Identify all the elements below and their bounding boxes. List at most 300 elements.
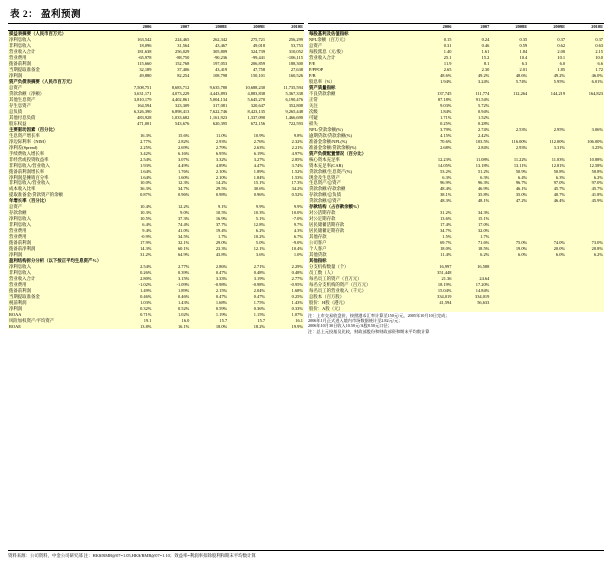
row-value: 1.7% — [190, 234, 228, 240]
header-year: 2009E — [228, 24, 266, 31]
row-value — [452, 306, 490, 312]
row-value: 1.43% — [152, 300, 190, 306]
row-value: 2.76% — [228, 138, 266, 144]
row-label: 税前利润 — [8, 300, 115, 306]
row-label: NPL余额（百万元） — [308, 37, 415, 43]
row-value: 10.88% — [566, 156, 604, 162]
row-label: 损失 — [308, 121, 415, 127]
row-value: 0.32% — [115, 306, 153, 312]
row-value: 53.2% — [415, 168, 453, 174]
row-label: 非利息收入 — [8, 43, 115, 49]
row-value: 5,367,338 — [266, 91, 304, 97]
row-label: 拨备前利润 — [8, 61, 115, 67]
row-value: 543,676 — [152, 121, 190, 127]
row-value: 152,768 — [152, 61, 190, 67]
row-value: 48.4% — [415, 186, 453, 192]
row-value: 82,254 — [152, 73, 190, 79]
row-value: 112,264 — [490, 91, 528, 97]
row-value: 2.10% — [190, 174, 228, 180]
row-label: 净边际利率（NIM） — [8, 138, 115, 144]
row-value: 13.6% — [415, 216, 453, 222]
left-column — [8, 23, 304, 334]
row-value: 12.3% — [152, 180, 190, 186]
row-value: 18.5% — [452, 246, 490, 252]
row-value: 1.85 — [528, 67, 566, 73]
row-value: 15.2 — [452, 55, 490, 61]
row-value: 6.01% — [566, 79, 604, 85]
row-value: 17.3% — [266, 180, 304, 186]
row-label: 总资产 — [8, 85, 115, 91]
row-value: 4.47% — [228, 162, 266, 168]
row-label: 成本收入比率 — [8, 186, 115, 192]
row-value: 10.4% — [115, 204, 153, 210]
row-value: 352,808 — [266, 103, 304, 109]
row-value: 43,467 — [190, 43, 228, 49]
row-value: 29.0% — [190, 240, 228, 246]
row-label: 生息资产/总资产 — [308, 180, 415, 186]
row-value: 41,594 — [415, 300, 453, 306]
row-value: 19.0% — [490, 246, 528, 252]
header-year: 2009E — [528, 24, 566, 31]
row-label: 正常 — [308, 97, 415, 103]
row-value: 46.1% — [490, 186, 528, 192]
row-value: 11.4% — [415, 252, 453, 258]
row-value: 5.95% — [528, 79, 566, 85]
table-row — [8, 323, 304, 329]
row-value: 15.7 — [190, 317, 228, 323]
row-value: 4.49% — [152, 162, 190, 168]
row-value: 41.0% — [152, 228, 190, 234]
row-label: 次级 — [308, 109, 415, 115]
row-value: 0.94% — [452, 109, 490, 115]
row-value: 1.61 — [452, 49, 490, 55]
row-value: 2.93% — [490, 144, 528, 150]
row-value: 10.0% — [266, 210, 304, 216]
section-title: 主要驱动因素（百分比） — [8, 126, 304, 132]
row-value: 4,883,838 — [228, 91, 266, 97]
row-value: 16.1 — [266, 317, 304, 323]
row-label: 每股派息（元/股） — [308, 49, 415, 55]
row-value: 0.37 — [528, 37, 566, 43]
row-value: 24.64 — [452, 276, 490, 282]
row-value: 4.89% — [190, 162, 228, 168]
row-value: 1.64% — [115, 174, 153, 180]
row-value: 25.1 — [415, 55, 453, 61]
row-value: 45.7% — [528, 186, 566, 192]
row-value: 17.0% — [452, 222, 490, 228]
row-value: 3.06% — [566, 126, 604, 132]
row-value: -0.98% — [190, 282, 228, 288]
row-value: 620,395 — [190, 121, 228, 127]
row-label: NPL/贷款余额(%) — [308, 126, 415, 132]
row-value: 5.1% — [228, 216, 266, 222]
row-value: 36.3% — [115, 186, 153, 192]
row-value: 137,745 — [415, 91, 453, 97]
row-value: 3.6% — [228, 252, 266, 258]
row-value: 1.02% — [152, 312, 190, 318]
row-value: 18.19% — [415, 282, 453, 288]
row-value: 10.9% — [228, 132, 266, 138]
row-value: 3,810,179 — [115, 97, 153, 103]
section-title: 资产质量指标 — [308, 85, 604, 91]
row-value: 64.9% — [152, 252, 190, 258]
row-label: 其他存款 — [308, 234, 415, 240]
row-value: 5.72% — [452, 103, 490, 109]
row-label: 现金及生息资产 — [308, 174, 415, 180]
row-value: 0.98% — [190, 192, 228, 198]
row-label: P/B — [308, 73, 415, 79]
row-label: 股东权益 — [8, 121, 115, 127]
row-label: 营业收入合计 — [308, 55, 415, 61]
table-header-row — [8, 24, 304, 31]
row-value: 19.4% — [190, 228, 228, 234]
row-label: 准备金余额/贷款余额(%) — [308, 144, 415, 150]
row-label: 存款余额 — [8, 210, 115, 216]
row-value: 11.03% — [528, 156, 566, 162]
row-value: 29.5% — [190, 186, 228, 192]
header-year: 2006 — [415, 24, 453, 31]
row-value: 0.96% — [152, 192, 190, 198]
row-value: 1.52% — [452, 115, 490, 121]
row-label: 拨备前利润 — [8, 288, 115, 294]
row-label: 手续费收入增长率 — [8, 150, 115, 156]
row-value: -99,441 — [228, 55, 266, 61]
row-value: 51.2% — [452, 168, 490, 174]
header-year: 2010E — [266, 24, 304, 31]
row-label: P/E — [308, 61, 415, 67]
note-line: 2006年10月30日收入10.50元/A股8.50元口径； — [308, 323, 392, 329]
row-label: P/PPOP — [308, 67, 415, 73]
row-value: 2.84% — [452, 144, 490, 150]
row-label: 总资产 — [308, 43, 415, 49]
row-value: 4.15% — [415, 132, 453, 138]
row-value: 50.8% — [566, 168, 604, 174]
row-value: 3.79% — [415, 126, 453, 132]
row-value: 0.46 — [452, 43, 490, 49]
row-value: 275,721 — [228, 37, 266, 43]
row-value: 70.6% — [415, 138, 453, 144]
row-value: 34.3% — [452, 210, 490, 216]
row-value: 9.9% — [228, 204, 266, 210]
section-title: 盈利结构拆分分析（以下按正平均生息资产%） — [8, 258, 304, 264]
row-value: 2.65 — [415, 67, 453, 73]
row-value: 48.3% — [415, 198, 453, 204]
row-value: 1,466,690 — [266, 115, 304, 121]
row-value: 2.54% — [115, 156, 153, 162]
row-label: 股价：H股（港元） — [308, 300, 415, 306]
section-title: 存款结构（占存款余额%） — [308, 204, 604, 210]
row-value: 6.2% — [566, 252, 604, 258]
row-label: 股价：A股（元） — [308, 306, 415, 312]
row-value: 3.07% — [152, 156, 190, 162]
row-value: 106.00% — [566, 138, 604, 144]
row-label: 营业费用 — [8, 55, 115, 61]
row-value: 1.03% — [115, 300, 153, 306]
row-value: 2.32% — [266, 138, 304, 144]
row-value: 1.72 — [566, 67, 604, 73]
row-label: 准备金余额/NPL(%) — [308, 138, 415, 144]
row-value: 0.26% — [115, 270, 153, 276]
row-value: 112.00% — [528, 138, 566, 144]
row-value: 1.0% — [266, 252, 304, 258]
row-value: 10.1 — [528, 55, 566, 61]
row-value: 163,542 — [115, 37, 153, 43]
row-label: 核心资本充足率 — [308, 156, 415, 162]
row-value: 96.7% — [490, 180, 528, 186]
row-label: 其他生息资产 — [8, 97, 115, 103]
row-value: 11.08% — [452, 156, 490, 162]
row-label: 当期提取准备金 — [8, 67, 115, 73]
row-value: -1.02% — [115, 282, 153, 288]
row-value: 1.93% — [115, 162, 153, 168]
table-row — [308, 306, 604, 312]
row-value: 2.71% — [228, 264, 266, 270]
row-label: 存款余额/总负债 — [308, 192, 415, 198]
row-value: 7,622,746 — [190, 109, 228, 115]
row-value: 310,052 — [266, 49, 304, 55]
row-value: 20.8% — [566, 246, 604, 252]
row-value: 12.1% — [228, 246, 266, 252]
row-label: 非利息收入 — [8, 222, 115, 228]
row-value: 10.5% — [115, 216, 153, 222]
row-value: 0.96% — [228, 192, 266, 198]
row-value: 71.6% — [452, 240, 490, 246]
row-value: 97.0% — [528, 180, 566, 186]
row-label: 公司客户 — [308, 240, 415, 246]
row-value: 10.5% — [190, 210, 228, 216]
row-value: 19.1 — [115, 317, 153, 323]
row-label: 营业费用 — [8, 234, 115, 240]
row-value: 206,859 — [228, 61, 266, 67]
row-value: -88,750 — [152, 55, 190, 61]
row-value: 91.54% — [452, 97, 490, 103]
row-value: 9.1% — [190, 204, 228, 210]
row-value: 1.89% — [152, 288, 190, 294]
row-value: 2.93% — [190, 138, 228, 144]
row-value: 116.00% — [490, 138, 528, 144]
row-value: 9.8% — [266, 132, 304, 138]
row-value: 21.36 — [415, 276, 453, 282]
row-value: 0.39% — [152, 270, 190, 276]
header-year: 2007 — [152, 24, 190, 31]
row-value: 0.47% — [228, 294, 266, 300]
row-value: 2.79% — [190, 144, 228, 150]
row-label: 贷款余额/总资产 — [308, 198, 415, 204]
row-value: 20.0% — [528, 246, 566, 252]
row-value: 3.25% — [566, 144, 604, 150]
row-value: 188,300 — [266, 61, 304, 67]
row-value: 6.6 — [566, 61, 604, 67]
row-value: 317,081 — [190, 103, 228, 109]
row-value: 13.11% — [490, 162, 528, 168]
row-value: 2.86% — [190, 264, 228, 270]
row-value: 1,033,682 — [152, 115, 190, 121]
row-value: 103.5% — [452, 138, 490, 144]
row-value: 43,419 — [190, 67, 228, 73]
row-value: 0.48% — [228, 270, 266, 276]
two-column-layout — [8, 23, 604, 334]
row-value: 9.4% — [115, 228, 153, 234]
row-value: 1.43% — [266, 300, 304, 306]
row-value: 16,588 — [452, 264, 490, 270]
row-value: 11.9 — [415, 61, 453, 67]
row-value: 0.63 — [566, 43, 604, 49]
row-label: 营业收入合计 — [8, 276, 115, 282]
row-value: 160,526 — [266, 73, 304, 79]
row-value: 1.15% — [228, 312, 266, 318]
row-value: 46.0% — [566, 73, 604, 79]
row-value: 5,004,134 — [190, 97, 228, 103]
row-label: 风险加权资产/平均资产 — [8, 317, 115, 323]
row-value: 31,564 — [152, 43, 190, 49]
row-label: 贷款余额（净额） — [8, 91, 115, 97]
row-value: 351,448 — [415, 270, 453, 276]
row-value: 37.7% — [190, 222, 228, 228]
row-label: 居民储蓄活期存款 — [308, 222, 415, 228]
row-label: 每名员工的资产（百万元） — [308, 276, 415, 282]
row-value: 3.15% — [152, 276, 190, 282]
row-value: 10,688,230 — [228, 85, 266, 91]
row-value: 14.84% — [452, 288, 490, 294]
row-value: 6.3% — [415, 174, 453, 180]
row-value: 181,638 — [115, 49, 153, 55]
row-label: 其他贷款 — [308, 252, 415, 258]
row-value: 2.68% — [415, 144, 453, 150]
row-value: 48.1% — [452, 198, 490, 204]
row-value: 34.7% — [152, 186, 190, 192]
row-value: 5,645,270 — [228, 97, 266, 103]
row-value: 164,823 — [566, 91, 604, 97]
row-value: 49.2% — [452, 73, 490, 79]
row-value: 18.2% — [228, 323, 266, 329]
row-value: 0.46% — [115, 294, 153, 300]
row-value: 2.85% — [266, 156, 304, 162]
source-footer — [8, 550, 604, 559]
row-value: 1.94% — [415, 79, 453, 85]
row-value: 320,647 — [228, 103, 266, 109]
row-value: 0.15 — [415, 37, 453, 43]
row-value: 6.0% — [528, 252, 566, 258]
section-title: 年增长率（百分比） — [8, 198, 304, 204]
row-value: 1,337,090 — [228, 115, 266, 121]
row-value: 672,156 — [228, 121, 266, 127]
row-value: 0.87% — [115, 192, 153, 198]
row-label: 分支机构数量（个） — [308, 264, 415, 270]
row-value: 17.20% — [452, 282, 490, 288]
row-label: 每名分支机构的资产（百万元） — [308, 282, 415, 288]
row-label: 提取准备金/贷款资产的余额 — [8, 192, 115, 198]
row-value: 3.42% — [115, 150, 153, 156]
row-value: 53,753 — [266, 43, 304, 49]
row-value: 96.3% — [452, 180, 490, 186]
row-value: 6,326,390 — [115, 109, 153, 115]
header-year: 2007 — [452, 24, 490, 31]
row-value: -1.09% — [152, 282, 190, 288]
row-value: 2.01 — [490, 67, 528, 73]
row-value: 6.95% — [190, 150, 228, 156]
row-label: 贷款余额/生息资产(%) — [308, 168, 415, 174]
row-value: 10.0 — [566, 55, 604, 61]
row-value: 5.0% — [228, 240, 266, 246]
row-value: 1.07% — [266, 312, 304, 318]
row-value: 19.9% — [266, 323, 304, 329]
row-value: 1.53% — [266, 174, 304, 180]
row-label: 当期提取准备金 — [8, 294, 115, 300]
row-value: 0.31 — [415, 43, 453, 49]
row-value: 0.59% — [190, 306, 228, 312]
row-value: 11.0% — [190, 132, 228, 138]
row-label: 关注 — [308, 103, 415, 109]
row-value: 97.0% — [566, 180, 604, 186]
row-value: 0.28% — [452, 121, 490, 127]
row-value: 2.29% — [266, 264, 304, 270]
row-value: 1,161,923 — [190, 115, 228, 121]
row-value: 9.7% — [266, 222, 304, 228]
row-value: 0.37 — [566, 37, 604, 43]
row-value: 483,928 — [115, 115, 153, 121]
row-value: 0.48% — [266, 270, 304, 276]
row-value: 46.4% — [528, 198, 566, 204]
row-value: 108,798 — [190, 73, 228, 79]
left-financial-table — [8, 23, 304, 329]
row-value: 164,594 — [115, 103, 153, 109]
row-value: 16.9% — [190, 216, 228, 222]
row-value: 46.9% — [452, 186, 490, 192]
row-value: 9.0% — [152, 210, 190, 216]
row-value: 0.36% — [228, 306, 266, 312]
row-value: 31.2% — [115, 252, 153, 258]
row-value: 0.52% — [266, 192, 304, 198]
note-line: 注：上市交易收盘价，按照港币汇率计算至150元/元，2005年10月10日完成； — [308, 312, 450, 318]
row-value: 6,190,476 — [266, 97, 304, 103]
row-value: 2.25% — [115, 144, 153, 150]
row-label: 生息资产增长率 — [8, 132, 115, 138]
row-value: 2.21% — [266, 144, 304, 150]
row-value: 48.6% — [490, 73, 528, 79]
row-value — [528, 306, 566, 312]
row-value: 9.9% — [266, 204, 304, 210]
row-value: 13.18% — [452, 162, 490, 168]
row-value: 15.04% — [415, 288, 453, 294]
right-financial-table — [308, 23, 604, 312]
row-value: 1.49% — [115, 288, 153, 294]
row-value: 32.1% — [152, 240, 190, 246]
row-label: 营业费用 — [8, 228, 115, 234]
row-value: 27,638 — [266, 67, 304, 73]
row-value: 10.4 — [490, 55, 528, 61]
row-value: 1.40 — [415, 49, 453, 55]
row-value: 2.77% — [152, 264, 190, 270]
row-value: 96.9% — [415, 180, 453, 186]
row-value: 87.18% — [415, 97, 453, 103]
header-year: 2006 — [115, 24, 153, 31]
row-value: 3.19% — [228, 276, 266, 282]
row-value: 18,096 — [115, 43, 153, 49]
row-value: 2.77% — [266, 276, 304, 282]
row-value: 8.1 — [452, 61, 490, 67]
row-value: 0.71% — [115, 312, 153, 318]
row-label: 对公活期存款 — [308, 210, 415, 216]
row-value: 50.9% — [490, 168, 528, 174]
row-value: 6.2% — [228, 228, 266, 234]
header-blank — [8, 24, 115, 31]
row-value: 8,423,135 — [228, 109, 266, 115]
row-value: 1.60% — [152, 174, 190, 180]
note-line: 2006年1月正式进入境内市场数据统计至2.82元/元； — [308, 317, 403, 323]
row-value: 3,631,171 — [115, 91, 153, 97]
row-value: 6.7% — [266, 234, 304, 240]
row-value: 45.7% — [566, 186, 604, 192]
